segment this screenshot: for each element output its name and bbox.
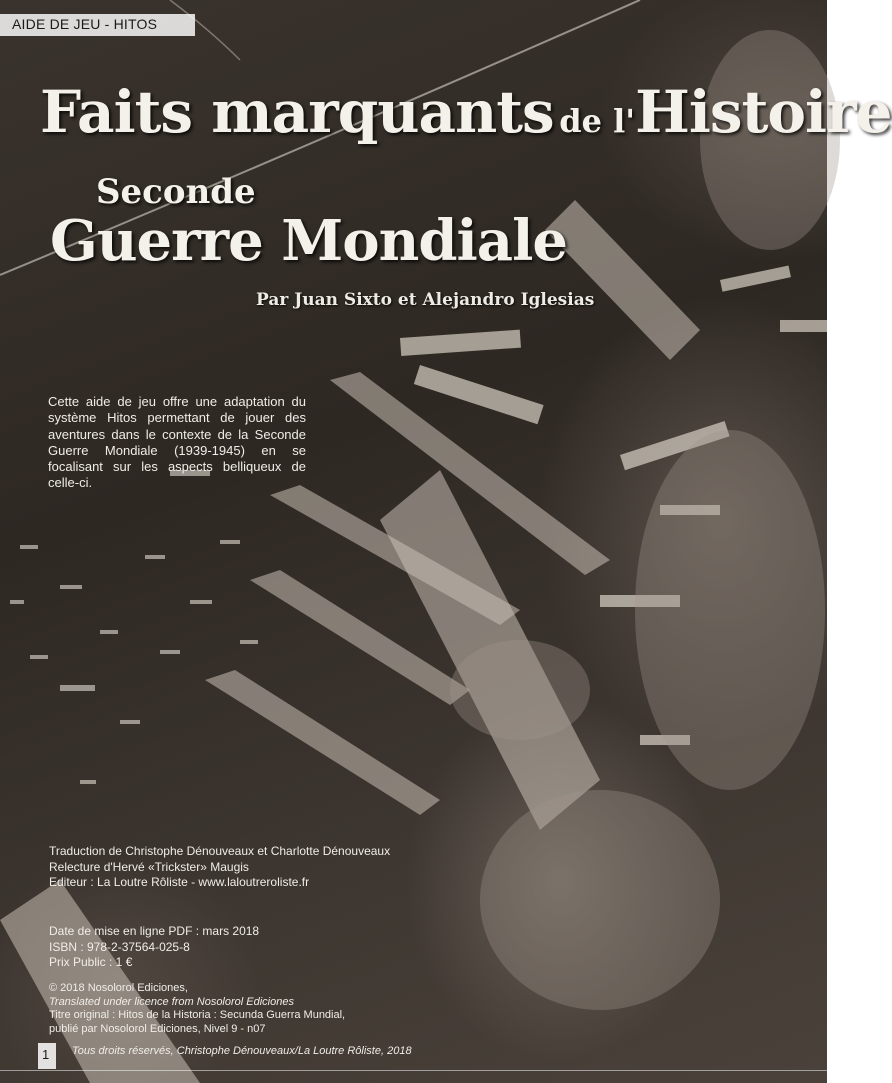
pub-isbn: ISBN : 978-2-37564-025-8 xyxy=(49,939,190,954)
title-faits: Faits marquants xyxy=(40,78,554,146)
intro-paragraph: Cette aide de jeu offre une adaptation du système Hitos permettant de jouer des aventures dans le contexte de la Seconde Guerre Mondiale (1939-1945) en se focalisant sur les aspects belliqueux de celle-ci. xyxy=(48,394,306,491)
legal-original-title: Titre original : Hitos de la Historia : Secunda Guerra Mundial, xyxy=(49,1009,346,1021)
credit-publisher: Editeur : La Loutre Rôliste - www.laloutreroliste.fr xyxy=(49,875,310,889)
page-number: 1 xyxy=(42,1047,50,1062)
title-guerre-mondiale: Guerre Mondiale xyxy=(50,208,567,274)
authors-byline: Par Juan Sixto et Alejandro Iglesias xyxy=(256,290,595,310)
legal-block xyxy=(49,982,345,1036)
title-line-1 xyxy=(40,78,892,146)
title-seconde: Seconde xyxy=(96,172,256,212)
rights-notice: Tous droits réservés, Christophe Dénouveaux/La Loutre Rôliste, 2018 xyxy=(72,1045,412,1057)
legal-licence: Translated under licence from Nosolorol Ediciones xyxy=(49,995,294,1008)
pub-price: Prix Public : 1 € xyxy=(49,955,133,969)
legal-copyright: © 2018 Nosolorol Ediciones, xyxy=(49,982,188,994)
bottom-divider xyxy=(0,1070,827,1071)
section-label: AIDE DE JEU - HITOS xyxy=(12,16,158,32)
credits-block xyxy=(49,844,390,891)
title-histoire: Histoire xyxy=(635,78,892,146)
pub-date: Date de mise en ligne PDF : mars 2018 xyxy=(49,924,260,938)
publication-info xyxy=(49,924,259,971)
credit-proofreading: Relecture d'Hervé «Trickster» Maugis xyxy=(49,859,249,874)
title-de: de l' xyxy=(559,102,636,140)
legal-original-publisher: publié par Nosolorol Ediciones, Nivel 9 - n07 xyxy=(49,1022,266,1035)
credit-translation: Traduction de Christophe Dénouveaux et Charlotte Dénouveaux xyxy=(49,844,391,858)
